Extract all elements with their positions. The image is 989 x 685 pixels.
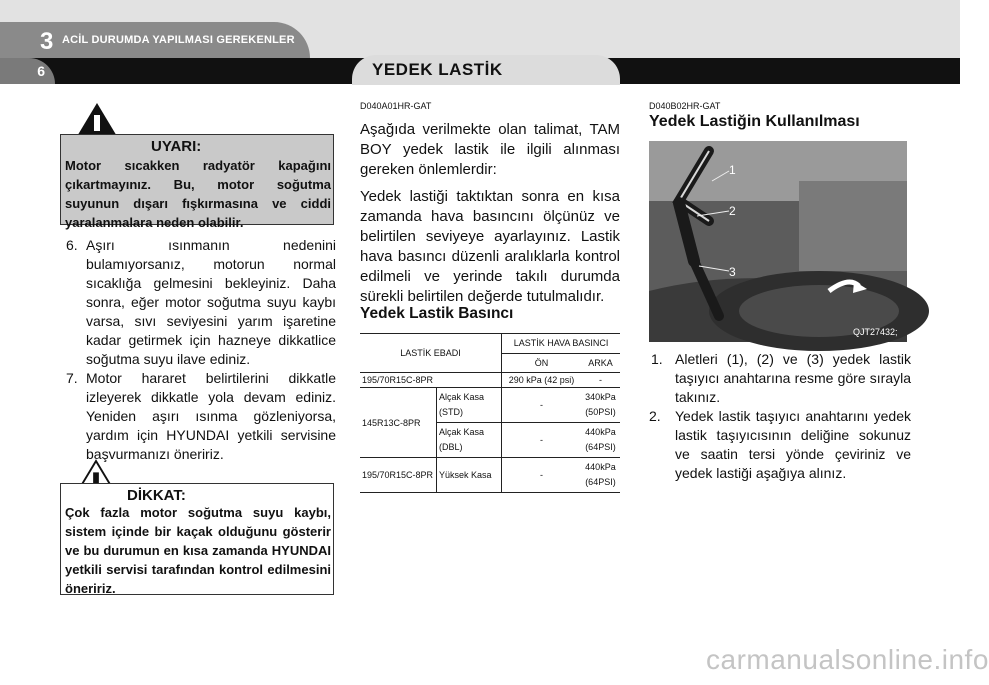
table-cell: 290 kPa (42 psi) bbox=[502, 373, 581, 388]
rear-value: 440kPa bbox=[585, 427, 616, 437]
step-text: Aletleri (1), (2) ve (3) yedek lastik taşıyıcı anahtarına resme göre sırayla takınız. bbox=[675, 351, 911, 405]
page-number: 6 bbox=[0, 58, 55, 84]
chapter-number: 3 bbox=[40, 28, 54, 55]
table-cell: 195/70R15C-8PR bbox=[360, 373, 502, 388]
callout-1: 1 bbox=[729, 163, 736, 177]
callout-3: 3 bbox=[729, 265, 736, 279]
table-row bbox=[360, 458, 620, 493]
overheat-steps bbox=[60, 236, 336, 464]
list-item bbox=[60, 236, 336, 369]
caution-text: Çok fazla motor soğutma suyu kaybı, sistem içinde bir kaçak olduğunu gösterir ve bu durumun en kısa zamanda HYUNDAI yetkili servisi tarafından kontrol edilmesini öneririz. bbox=[65, 505, 331, 596]
table-cell bbox=[437, 388, 502, 423]
table-cell bbox=[581, 423, 620, 458]
warning-box bbox=[60, 134, 334, 230]
tools-illustration bbox=[649, 141, 907, 342]
table-header-rear: ARKA bbox=[581, 353, 620, 373]
load-label: Alçak Kasa bbox=[439, 392, 485, 402]
rear-value: (50PSI) bbox=[585, 407, 616, 417]
list-item bbox=[649, 350, 911, 407]
table-header-size: LASTİK EBADI bbox=[360, 334, 502, 373]
spare-usage-title: Yedek Lastiğin Kullanılması bbox=[649, 113, 860, 130]
intro-paragraph: Aşağıda verilmekte olan talimat, TAM BOY yedek lastik ile ilgili alınması gereken önlemlerdir: bbox=[360, 121, 620, 178]
step-text: Yedek lastik taşıyıcı anahtarını yedek lastik taşıyıcısının deliğine sokunuz ve saatin tersi yönde çeviriniz ve yedek lastiği aşağıya alınız. bbox=[675, 408, 911, 481]
load-label: Alçak Kasa bbox=[439, 427, 485, 437]
pressure-paragraph: Yedek lastiği taktıktan sonra en kısa zamanda hava basıncını ölçünüz ve belirtilen seviyeye ayarlayınız. Lastik hava basıncı düzenli aralıklarla kontrol edilmeli ve yerinde takılı durumda sürekli belirtilen değerde tutulmalıdır. bbox=[360, 188, 620, 305]
photo-code: QJT27432; bbox=[853, 327, 898, 337]
step-number: 1. bbox=[651, 351, 663, 367]
list-item bbox=[649, 407, 911, 483]
rear-value: (64PSI) bbox=[585, 477, 616, 487]
watermark: carmanualsonline.info bbox=[706, 644, 989, 675]
spare-tire-steps bbox=[649, 350, 911, 483]
pressure-table bbox=[360, 333, 620, 493]
step-text: Aşırı ısınmanın nedenini bulamıyorsanız, motorun normal sıcaklığa gelmesini bekleyiniz. Daha sonra, eğer motor soğutma suyu kaybı varsa, sıvı seviyesini yarım işaretine kadar getirmek için hazneye dikkatlice soğutma suyu ilave ediniz. bbox=[86, 237, 336, 367]
rear-value: (64PSI) bbox=[585, 442, 616, 452]
chapter-title: ACİL DURUMDA YAPILMASI GEREKENLER bbox=[62, 34, 295, 46]
callout-2: 2 bbox=[729, 204, 736, 218]
list-item bbox=[60, 369, 336, 464]
table-cell: - bbox=[581, 373, 620, 388]
caution-title: DİKKAT: bbox=[127, 487, 186, 504]
spare-tire-tools-photo bbox=[649, 141, 907, 342]
load-label: (STD) bbox=[439, 407, 463, 417]
step-number: 7. bbox=[66, 370, 78, 386]
table-row bbox=[360, 373, 620, 388]
section-title: YEDEK LASTİK bbox=[372, 60, 503, 79]
table-header-front: ÖN bbox=[502, 353, 581, 373]
warning-title: UYARI: bbox=[151, 138, 202, 155]
rear-value: 340kPa bbox=[585, 392, 616, 402]
table-cell: 195/70R15C-8PR bbox=[360, 458, 437, 493]
section-code: D040B02HR-GAT bbox=[649, 101, 721, 111]
caution-box bbox=[60, 483, 334, 595]
section-code: D040A01HR-GAT bbox=[360, 101, 432, 111]
table-cell: - bbox=[502, 423, 581, 458]
step-text: Motor hararet belirtilerini dikkatle izleyerek dikkatle yola devam ediniz. Yeniden aşırı ısınma gözleniyorsa, yardım için HYUNDAI yetkili servisine başvurmanızı öneririz. bbox=[86, 370, 336, 462]
table-cell bbox=[581, 458, 620, 493]
table-row bbox=[360, 388, 620, 423]
table-cell: - bbox=[502, 458, 581, 493]
table-cell bbox=[581, 388, 620, 423]
step-number: 2. bbox=[649, 408, 661, 424]
step-number: 6. bbox=[66, 237, 78, 253]
table-cell: 145R13C-8PR bbox=[360, 388, 437, 458]
table-cell: - bbox=[502, 388, 581, 423]
warning-text: Motor sıcakken radyatör kapağını çıkartmayınız. Bu, motor soğutma suyunun dışarı fışkırmasına ve ciddi yaralanmalara neden olabilir. bbox=[65, 158, 331, 230]
table-cell: Yüksek Kasa bbox=[437, 458, 502, 493]
table-header-pressure: LASTİK HAVA BASINCI bbox=[502, 334, 620, 354]
rear-value: 440kPa bbox=[585, 462, 616, 472]
load-label: (DBL) bbox=[439, 442, 463, 452]
pressure-subtitle: Yedek Lastik Basıncı bbox=[360, 305, 514, 322]
table-cell bbox=[437, 423, 502, 458]
